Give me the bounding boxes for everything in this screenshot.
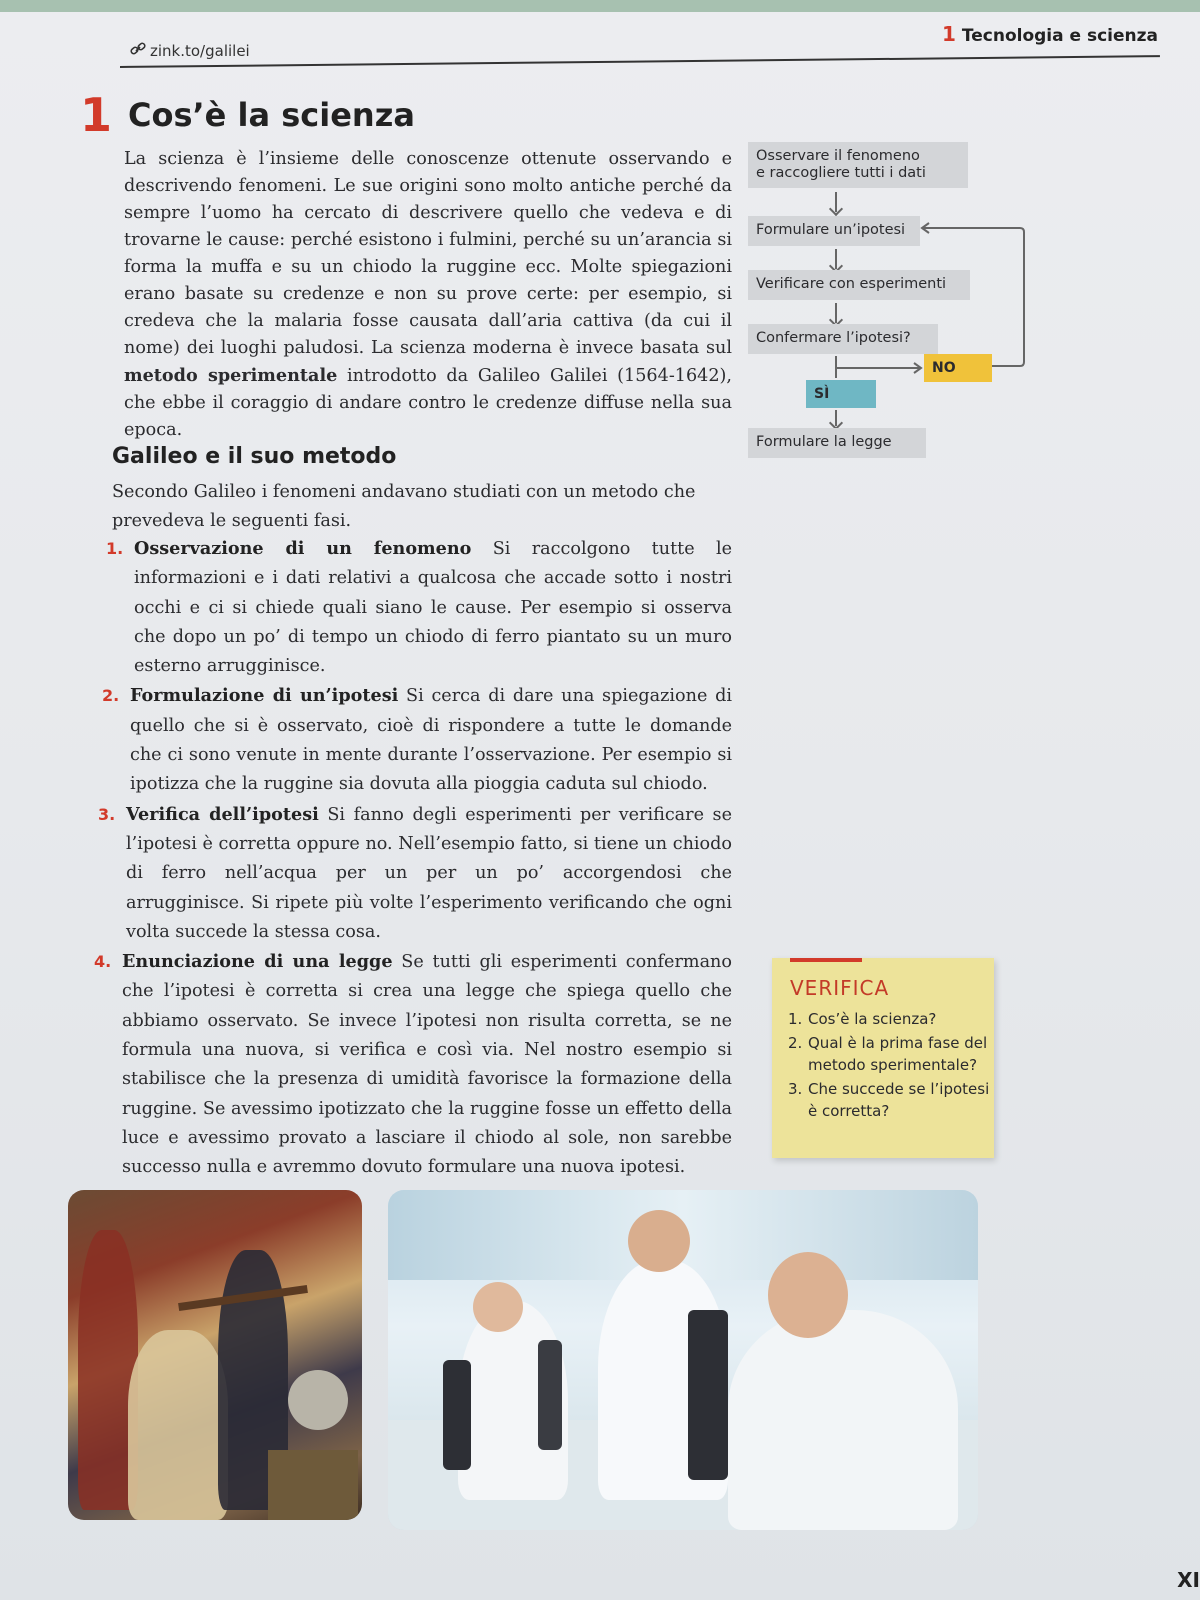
step-number: 2.: [102, 686, 120, 706]
method-step: [96, 681, 732, 799]
flow-observe-line2: e raccogliere tutti i dati: [756, 165, 926, 181]
method-step: [92, 800, 732, 947]
intro-text-1: La scienza è l’insieme delle conoscenze ottenute osservando e descrivendo fenomeni. Le sue origini sono molto antiche perché da sempre l’uomo ha cercato di descrivere quello che vedeva e di trovarne le cause: perché esistono i fulmini, perché su un’arancia si forma la muffa e su un chiodo la ruggine ecc. Molte spiegazioni erano basate su credenze e non su prove certe: per esempio, si credeva che la malaria fosse causata dall’aria cattiva (da cui il nome) dei luoghi paludosi. La scienza moderna è invece basata sul: [124, 149, 732, 358]
step-number: 4.: [94, 952, 112, 972]
question-text: Cos’è la scienza?: [808, 1010, 937, 1028]
web-link[interactable]: [130, 42, 250, 60]
page-number: XI: [1177, 1568, 1200, 1592]
question-number: 2.: [788, 1034, 803, 1052]
flow-yes-badge: SÌ: [806, 380, 876, 408]
section-title: Cos’è la scienza: [128, 96, 415, 134]
flow-box-law: Formulare la legge: [748, 428, 926, 458]
link-text[interactable]: zink.to/galilei: [150, 42, 250, 60]
flow-box-verify: Verificare con esperimenti: [748, 270, 970, 300]
flow-box-hypothesis: Formulare un’ipotesi: [748, 216, 920, 246]
header-rule: [120, 55, 1160, 68]
globe-shape: [288, 1370, 348, 1430]
question-number: 3.: [788, 1080, 803, 1098]
step-text: Si cerca di dare una spiegazione di quello che si è osservato, cioè di rispondere a tutte le domande che ci sono venute in mente durante l’osservazione. Per esempio si ipotizza che la ruggine sia dovuta alla pioggia caduta sul chiodo.: [130, 686, 732, 795]
intro-bold-term: metodo sperimentale: [124, 365, 338, 386]
chapter-title: Tecnologia e scienza: [961, 26, 1158, 46]
verifica-title: VERIFICA: [790, 976, 890, 1000]
flow-no-badge: NO: [924, 354, 992, 382]
verifica-question: [772, 1032, 994, 1076]
step-text: Si fanno degli esperimenti per verificare se l’ipotesi è corretta oppure no. Nell’esempio fatto, si tiene un chiodo di ferro nell’acqua per un per un po’ accorgendosi che arrugginisce. Si ripete più volte l’esperimento verificando che ogni volta succede la stessa cosa.: [126, 804, 732, 942]
section-number: 1: [80, 88, 113, 142]
flow-box-confirm: Confermare l’ipotesi?: [748, 324, 938, 354]
verifica-question: [772, 1078, 994, 1122]
question-text: Qual è la prima fase del metodo sperimentale?: [808, 1034, 988, 1074]
chapter-label: [942, 22, 1158, 46]
question-text: Che succede se l’ipotesi è corretta?: [808, 1080, 990, 1120]
method-step: [88, 947, 732, 1182]
flow-observe-line1: Osservare il fenomeno: [756, 148, 920, 164]
verifica-questions: [772, 1008, 1004, 1124]
scientist-head: [473, 1282, 523, 1332]
step-title: Enunciazione di una legge: [122, 951, 393, 973]
laboratory-photo-image: [388, 1190, 978, 1530]
painting-figure: [128, 1330, 228, 1520]
intro-paragraph: [124, 146, 732, 444]
question-number: 1.: [788, 1010, 803, 1028]
step-number: 3.: [98, 804, 116, 824]
verifica-accent-bar: [790, 958, 862, 962]
step-text: Si raccolgono tutte le informazioni e i dati relativi a qualcosa che accade sotto i nostri occhi e ci si chiede quali siano le cause. Per esempio si osserva che dopo un po’ di tempo un chiodo di ferro piantato su un muro esterno arrugginisce.: [134, 539, 732, 677]
scientist-head: [628, 1210, 690, 1272]
subsection-lead: Secondo Galileo i fenomeni andavano studiati con un metodo che prevedeva le seguenti fasi.: [112, 482, 696, 531]
step-text: Se tutti gli esperimenti confermano che l’ipotesi è corretta si crea una legge che spiega quello che abbiamo osservato. Se invece l’ipotesi non risulta corretta, se ne formula una nuova, si verifica e così via. Nel nostro esempio si stabilisce che la presenza di umidità favorisce la formazione della ruggine. Se avessimo ipotizzato che la ruggine fosse un effetto della luce e avessimo provato a lasciare il chiodo al sole, non sarebbe successo nulla e avremmo dovuto formulare una nuova ipotesi.: [122, 952, 732, 1178]
step-title: Osservazione di un fenomeno: [134, 538, 472, 559]
scientist-head: [768, 1252, 848, 1338]
link-icon: [130, 42, 146, 60]
step-title: Formulazione di un’ipotesi: [130, 685, 399, 707]
microscope-shape: [688, 1310, 728, 1480]
microscope-shape: [443, 1360, 471, 1470]
intro-text-2: introdotto da Galileo Galilei (1564-1642), che ebbe il coraggio di andare contro le credenze diffuse nella sua epoca.: [124, 366, 732, 440]
subsection-title: Galileo e il suo metodo: [112, 444, 397, 469]
painting-floor: [268, 1450, 358, 1520]
step-number: 1.: [106, 539, 124, 558]
method-step: [100, 534, 732, 681]
scientist-man-microscope: [728, 1310, 958, 1530]
microscope-shape: [538, 1340, 562, 1450]
verifica-box: [772, 958, 994, 1158]
top-color-band: [0, 0, 1200, 12]
method-steps-list: [94, 534, 732, 1183]
scientific-method-flowchart: [748, 142, 1048, 482]
verifica-question: [772, 1008, 994, 1030]
chapter-number: 1: [941, 22, 956, 46]
galileo-painting-image: [68, 1190, 362, 1520]
step-title: Verifica dell’ipotesi: [126, 803, 319, 825]
